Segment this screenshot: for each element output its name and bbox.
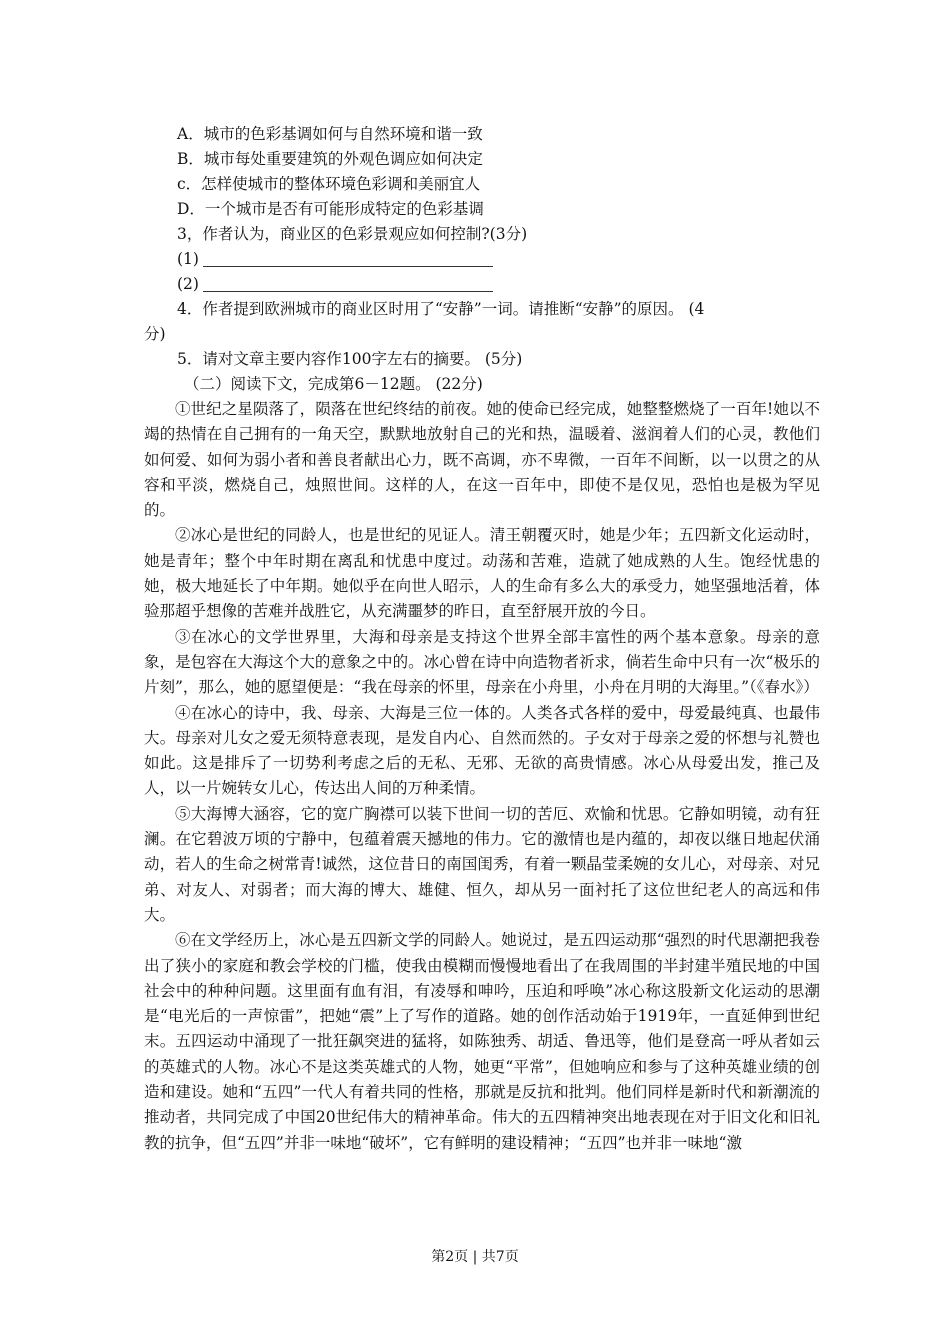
option-a: A．城市的色彩基调如何与自然环境和谐一致: [177, 125, 483, 143]
blank-underline-2: [203, 275, 493, 292]
blank-underline-1: [203, 250, 493, 267]
option-d: D．一个城市是否有可能形成特定的色彩基调: [177, 200, 484, 218]
option-b: B．城市每处重要建筑的外观色调应如何决定: [177, 150, 483, 168]
page-footer: 第2页 | 共7页: [431, 1249, 519, 1265]
blank-label-1: (1): [177, 250, 199, 268]
paragraph-6: ⑥在文学经历上，冰心是五四新文学的同龄人。她说过，是五四运动那“强烈的时代思潮把我卷出了狭小的家庭和教会学校的门槛，使我由模糊而慢慢地看出了在我周围的半封建半殖民地的中国社会中的种种问题。这里面有血有泪，有凌辱和呻吟，压迫和呼唤”冰心称这股新文化运动的思潮是“电光后的一声惊雷”，把她“震”上了写作的道路。她的创作活动始于1919年，一直延伸到世纪末。五四运动中涌现了一批狂飙突进的猛将，如陈独秀、胡适、鲁迅等，他们是登高一呼从者如云的英雄式的人物。冰心不是这类英雄式的人物，她更“平常”，但她响应和参与了这种英雄业绩的创造和建设。她和“五四”一代人有着共同的性格，那就是反抗和批判。他们同样是新时代和新潮流的推动者，共同完成了中国20世纪伟大的精神革命。伟大的五四精神突出地表现在对于旧文化和旧礼教的抗争，但“五四”并非一味地“破坏”，它有鲜明的建设精神；“五四”也并非一味地“激: [144, 931, 820, 1152]
option-c: c．怎样使城市的整体环境色彩调和美丽宜人: [177, 175, 481, 193]
paragraph-3: ③在冰心的文学世界里，大海和母亲是支持这个世界全部丰富性的两个基本意象。母亲的意象，是包容在大海这个大的意象之中的。冰心曾在诗中向造物者祈求，倘若生命中只有一次“极乐的片刻”，那么，她的愿望便是：“我在母亲的怀里，母亲在小舟里，小舟在月明的大海里。”（《春水》）: [144, 627, 820, 697]
blank-label-2: (2): [177, 275, 199, 293]
paragraph-4: ④在冰心的诗中，我、母亲、大海是三位一体的。人类各式各样的爱中，母爱最纯真、也最伟大。母亲对儿女之爱无须特意表现，是发自内心、自然而然的。子女对于母亲之爱的怀想与礼赞也如此。这是排斥了一切势利考虑之后的无私、无邪、无欲的高贵情感。冰心从母爱出发，推己及人，以一片婉转女儿心，传达出人间的万种柔情。: [144, 703, 820, 798]
paragraph-5: ⑤大海博大涵容，它的宽广胸襟可以装下世间一切的苦厄、欢愉和忧思。它静如明镜，动有狂澜。在它碧波万顷的宁静中，包蕴着震天撼地的伟力。它的激情也是内蕴的，却夜以继日地起伏涌动，若人的生命之树常青!诚然，这位昔日的南国闺秀，有着一颗晶莹柔婉的女儿心，对母亲、对兄弟、对友人、对弱者；而大海的博大、雄健、恒久，却从另一面衬托了这位世纪老人的高远和伟大。: [144, 804, 820, 924]
question-3: 3，作者认为，商业区的色彩景观应如何控制?(3分): [177, 225, 528, 243]
question-5: 5．请对文章主要内容作100字左右的摘要。 (5分): [177, 350, 523, 368]
answer-blank-1: [144, 247, 820, 272]
question-4-continued: 分): [144, 325, 166, 343]
page-content: [144, 122, 820, 1156]
section-2-heading: （二）阅读下文，完成第6－12题。 (22分): [184, 375, 483, 393]
question-4: 4．作者提到欧洲城市的商业区时用了“安静”一词。请推断“安静”的原因。 (4: [177, 300, 705, 318]
paragraph-1: ①世纪之星陨落了，陨落在世纪终结的前夜。她的使命已经完成，她整整燃烧了一百年!她以不竭的热情在自己拥有的一角天空，默默地放射自己的光和热，温暖着、滋润着人们的心灵，教他们如何爱、如何为弱小者和善良者献出心力，既不高调，亦不卑微，一百年不间断，以一以贯之的从容和平淡，燃烧自己，烛照世间。这样的人，在这一百年中，即使不是仅见，恐怕也是极为罕见的。: [144, 400, 820, 520]
answer-blank-2: [144, 272, 820, 297]
paragraph-2: ②冰心是世纪的同龄人，也是世纪的见证人。清王朝覆灭时，她是少年；五四新文化运动时，她是青年；整个中年时期在离乱和忧患中度过。动荡和苦难，造就了她成熟的人生。饱经忧患的她，极大地延长了中年期。她似乎在向世人昭示，人的生命有多么大的承受力，她坚强地活着，体验那超乎想像的苦难并战胜它，从充满噩梦的昨日，直至舒展开放的今日。: [144, 526, 820, 621]
